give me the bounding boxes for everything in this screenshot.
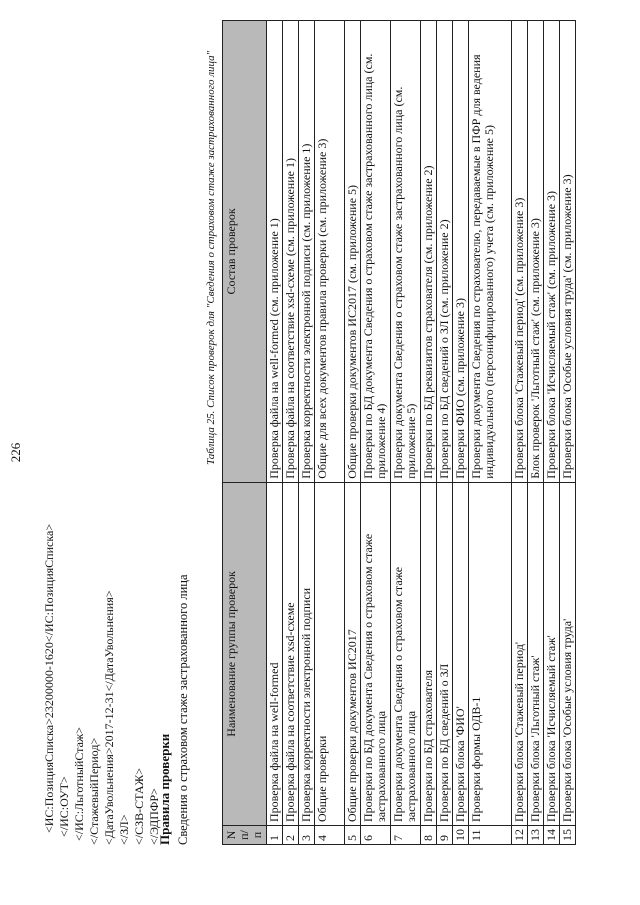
content-cell: Проверки блока 'Особые условия труда' (см. приложение 3) — [560, 21, 576, 483]
table-row — [299, 21, 315, 845]
table-row — [345, 21, 361, 845]
content-cell: Проверки блока 'Исчисляемый стаж' (см. приложение 3) — [544, 21, 560, 483]
content-cell: Общие для всех документов правила проверки (см. приложение 3) — [315, 21, 345, 483]
group-cell: Проверки блока 'ФИО' — [453, 482, 469, 825]
content-cell: Общие проверки документов ИС2017 (см. приложение 5) — [345, 21, 361, 483]
table-row — [528, 21, 544, 845]
row-number: 10 — [453, 826, 469, 845]
section-heading: Правила проверки — [157, 733, 172, 845]
xml-line: </ЭДПФР> — [147, 788, 161, 845]
row-number: 13 — [528, 826, 544, 845]
row-number: 15 — [560, 826, 576, 845]
row-number: 11 — [469, 826, 512, 845]
group-cell: Проверки блока 'Льготный стаж' — [528, 482, 544, 825]
group-cell: Проверка корректности электронной подписи — [299, 482, 315, 825]
page-number: 226 — [8, 442, 23, 463]
row-number: 12 — [512, 826, 528, 845]
group-cell: Общие проверки — [315, 482, 345, 825]
section-subtitle: Сведения о страховом стаже застрахованного лица — [176, 574, 190, 845]
table-row — [469, 21, 512, 845]
row-number: 1 — [267, 826, 283, 845]
row-number: 7 — [391, 826, 421, 845]
content-cell: Проверки ФИО (см. приложение 3) — [453, 21, 469, 483]
group-cell: Проверки блока 'Особые условия труда' — [560, 482, 576, 825]
group-cell: Проверки формы ОДВ-1 — [469, 482, 512, 825]
column-header-content: Состав проверок — [223, 21, 267, 483]
group-cell: Проверки блока 'Стажевый период' — [512, 482, 528, 825]
table-header-row — [223, 21, 267, 845]
table-row — [512, 21, 528, 845]
table-row — [361, 21, 391, 845]
xml-code-block — [42, 524, 162, 845]
content-cell: Проверки по БД сведений о ЗЛ (см. приложение 2) — [437, 21, 453, 483]
content-cell: Проверки документа Сведения о страховом стаже застрахованного лица (см. приложение 5) — [391, 21, 421, 483]
table-row — [421, 21, 437, 845]
table-row — [544, 21, 560, 845]
row-number: 2 — [283, 826, 299, 845]
row-number: 9 — [437, 826, 453, 845]
row-number: 5 — [345, 826, 361, 845]
group-cell: Проверки по БД документа Сведения о страховом стаже застрахованного лица — [361, 482, 391, 825]
row-number: 8 — [421, 826, 437, 845]
content-cell: Проверки по БД реквизитов страхователя (см. приложение 2) — [421, 21, 437, 483]
column-header-group: Наименование группы проверок — [223, 482, 267, 825]
table-row — [283, 21, 299, 845]
content-cell: Блок проверок 'Льготный стаж' (см. приложение 3) — [528, 21, 544, 483]
xml-line: </СЗВ-СТАЖ> — [132, 767, 146, 845]
group-cell: Проверка файла на соответствие xsd-схеме — [283, 482, 299, 825]
table-caption: Таблица 25. Список проверок для "Сведения о страховом стаже застрахованного лица" — [205, 50, 217, 465]
table-row — [391, 21, 421, 845]
content-cell: Проверка корректности электронной подписи (см. приложение 1) — [299, 21, 315, 483]
column-header-number: N п/п — [223, 826, 267, 845]
group-cell: Проверки документа Сведения о страховом стаже застрахованного лица — [391, 482, 421, 825]
row-number: 4 — [315, 826, 345, 845]
row-number: 3 — [299, 826, 315, 845]
table-row — [560, 21, 576, 845]
content-cell: Проверки документа Сведения по страхователю, передаваемые в ПФР для ведения индивидуального (персонифицированного) учета (см. приложение 5) — [469, 21, 512, 483]
content-cell: Проверка файла на соответствие xsd-схеме (см. приложение 1) — [283, 21, 299, 483]
content-cell: Проверка файла на well-formed (см. приложение 1) — [267, 21, 283, 483]
checks-table — [222, 20, 576, 845]
group-cell: Проверка файла на well-formed — [267, 482, 283, 825]
content-cell: Проверки блока 'Стажевый период' (см. приложение 3) — [512, 21, 528, 483]
xml-line: <ИС:ПозицияСписка>23200000-1620</ИС:ПозицияСписка> — [42, 523, 56, 833]
table-row — [315, 21, 345, 845]
xml-line: <ДатаУвольнения>2017-12-31</ДатаУвольнения> — [102, 590, 116, 845]
table-row — [267, 21, 283, 845]
group-cell: Проверки по БД страхователя — [421, 482, 437, 825]
xml-line: </ИС:ОУТ> — [57, 776, 71, 837]
xml-line: </ЗЛ> — [117, 814, 131, 845]
row-number: 14 — [544, 826, 560, 845]
table-row — [437, 21, 453, 845]
xml-line: </СтажевыйПериод> — [87, 737, 101, 845]
xml-line: </ИС:ЛьготныйСтаж> — [72, 727, 86, 841]
content-cell: Проверки по БД документа Сведения о страховом стаже застрахованного лица (см. приложение 4) — [361, 21, 391, 483]
group-cell: Проверки по БД сведений о ЗЛ — [437, 482, 453, 825]
table-row — [453, 21, 469, 845]
group-cell: Проверки блока 'Исчисляемый стаж' — [544, 482, 560, 825]
group-cell: Общие проверки документов ИС2017 — [345, 482, 361, 825]
row-number: 6 — [361, 826, 391, 845]
